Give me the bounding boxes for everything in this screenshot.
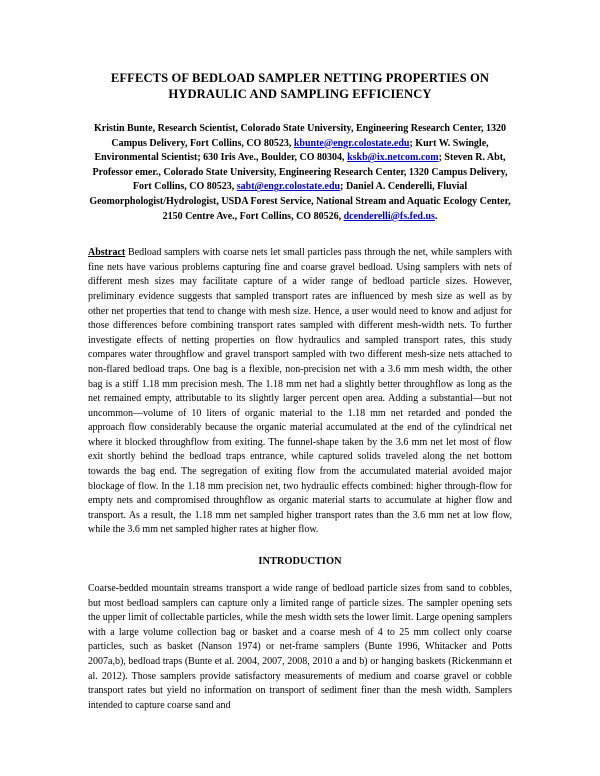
author-4: ; Daniel A. Cenderelli, Fluvial Geomorphologist/Hydrologist, USDA Forest Service, National Stream and Aquatic Ecology Center, 2150 Centre Ave., Fort Collins, CO 80526, [89,181,511,222]
introduction-paragraph: Coarse-bedded mountain streams transport a wide range of bedload particle sizes from sand to cobbles, but most bedload samplers can capture only a limited range of particle sizes. The sampler opening sets the upper limit of collectable particles, while the mesh width sets the lower limit. Large opening samplers with a large volume collection bag or basket and a coarse mesh of 4 to 25 mm collect only coarse particles, such as basket (Nanson 1974) or net-frame samplers (Bunte 1996, Whitacker and Potts 2007a,b), bedload traps (Bunte et al. 2004, 2007, 2008, 2010 a and b) or hanging baskets (Rickenmann et al. 2012). Those samplers provide satisfactory measurements of medium and coarse gravel or cobble transport rates but yield no information on transport of sediment finer than the mesh width. Samplers intended to capture coarse sand and [88,583,512,711]
author-block [88,122,512,224]
author-4-end: . [434,210,438,222]
abstract-paragraph [88,246,512,538]
author-4-email-link[interactable]: dcenderelli@fs.fed.us [343,210,435,222]
title-line-1: EFFECTS OF BEDLOAD SAMPLER NETTING PROPERTIES ON [110,71,490,85]
paper-title [88,70,512,102]
author-1-email-link[interactable]: kbunte@engr.colostate.edu [293,137,410,149]
author-3-email-link[interactable]: sabt@engr.colostate.edu [236,181,341,193]
section-heading-introduction: INTRODUCTION [258,556,342,568]
abstract-text: Bedload samplers with coarse nets let small particles pass through the net, while samplers with fine nets have various problems capturing fine and coarse gravel bedload. Using samplers with nets of different mesh sizes may facilitate capture of a wider range of bedload particle sizes. However, preliminary evidence suggests that sampled transport rates are influenced by mesh size as well as by other net properties that tend to change with mesh size. Hence, a user would need to know and adjust for those differences before combining transport rates sampled with different mesh-width nets. To further investigate effects of netting properties on flow hydraulics and sampled transport rates, this study compares water throughflow and gravel transport sampled with two different mesh-size nets attached to non-flared bedload traps. One bag is a flexible, non-precision net with a 3.6 mm mesh width, the other bag is a stiff 1.18 mm precision mesh. The 1.18 mm net had a slightly better throughflow as long as the net remained empty, attributable to its slightly larger percent open area. Adding a substantial—but not uncommon—volume of 10 liters of organic material to the 1.18 mm net retarded and ponded the approach flow considerably because the organic material accumulated at the end of the cylindrical net where it blocked throughflow from exiting. The funnel-shape taken by the 3.6 mm net let most of flow exit shortly behind the bedload traps entrance, while captured solids traveled along the net bottom towards the bag end. The segregation of exiting flow from the accumulated material avoided major blockage of flow. In the 1.18 mm precision net, two hydraulic effects combined: higher through-flow for empty nets and compromised throughflow as organic material starts to accumulate at higher flow and transport. As a result, the 1.18 mm net sampled higher transport rates than the 3.6 mm net at low flow, while the 3.6 mm net sampled higher rates at higher flow. [88,247,512,536]
author-2-email-link[interactable]: kskb@ix.netcom.com [347,152,439,164]
author-3: ; Steven R. Abt, Professor emer., Colorado State University, Engineering Research Center, 1320 Campus Delivery, Fort Collins, CO 80523, [92,152,508,193]
author-2: Kurt W. Swingle, Environmental Scientist; 630 Iris Ave., Boulder, CO 80304, [94,137,489,164]
title-line-2: HYDRAULIC AND SAMPLING EFFICIENCY [168,87,432,101]
author-1-end: ; [409,137,413,149]
author-1: Kristin Bunte, Research Scientist, Colorado State University, Engineering Research Center, 1320 Campus Delivery, Fort Collins, CO 80523, [93,123,506,149]
abstract-label: Abstract [88,247,126,259]
